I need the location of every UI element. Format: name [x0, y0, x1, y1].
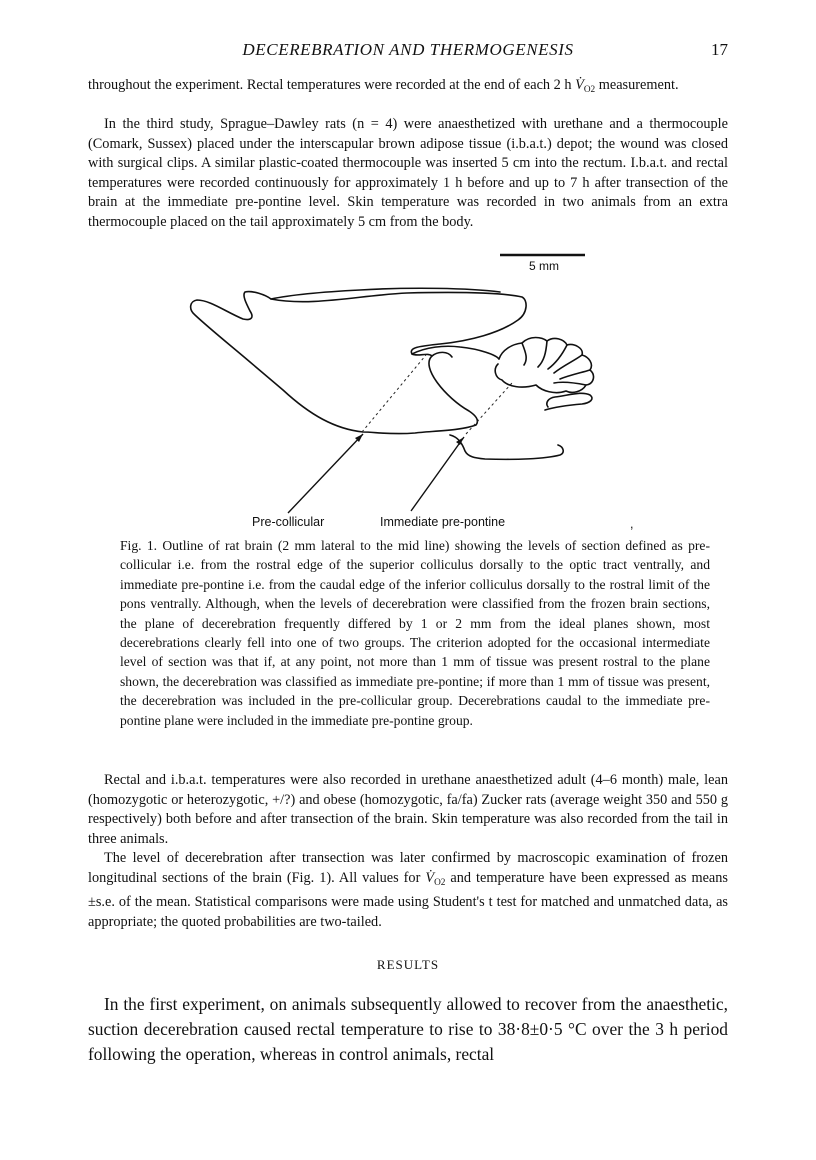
medulla-outline — [545, 393, 592, 410]
paragraph-decerebration-text: The level of decerebration after transection was later confirmed by macroscopic examination of frozen longitudinal sections of the brain (Fig. 1). All values for — [88, 850, 728, 886]
rat-brain-outline — [150, 245, 650, 535]
pre-pontine-plane — [466, 383, 512, 434]
paragraph-continuation — [88, 76, 728, 100]
paragraph-decerebration-level — [88, 849, 728, 932]
paragraph-zucker-rats: Rectal and i.b.a.t. temperatures were also recorded in urethane anaesthetized adult (4–6 month) male, lean (homozygotic or heterozygotic, +/?) and obese (homozygotic, fa/fa) Zucker rats (average weight 350 and 550 g respectively) both before and after transection of the brain. Skin temperature was also recorded from the tail in three animals. — [88, 772, 728, 847]
results-paragraph: In the first experiment, on animals subsequently allowed to recover from the anaesthetic, suction decerebration caused rectal temperature to rise to 38·8±0·5 °C over the 3 h period following the operation, whereas in control animals, rectal — [88, 994, 728, 1064]
vo2-subscript: O2 — [583, 84, 596, 95]
paragraph-third-study: In the third study, Sprague–Dawley rats (n = 4) were anaesthetized with urethane and a thermocouple (Comark, Sussex) placed under the interscapular brown adipose tissue (i.b.a.t.) depot; the wound was closed with surgical clips. A similar plastic-coated thermocouple was inserted 5 cm into the rectum. I.b.a.t. and rectal temperatures were recorded continuously for approximately 1 h before and up to 7 h after transection of the brain at the immediate pre-pontine level. Skin temperature was recorded in two animals from an extra thermocouple placed on the tail approximately 5 cm from the body. — [88, 116, 728, 230]
pre-collicular-arrow — [288, 434, 363, 513]
stray-mark: , — [630, 517, 634, 531]
paragraph-decerebration-end: and temperature have been expressed as means ±s.e. of the mean. Statistical comparisons were made using Student's t test for matched and unmatched data, as appropriate; the quoted probabilities are two-tailed. — [88, 869, 728, 930]
pontine-ventral-outline — [450, 435, 563, 459]
cerebral-cortex-outline — [271, 288, 500, 299]
pre-pontine-arrow — [411, 437, 464, 511]
brain-outer-outline — [191, 292, 526, 434]
label-immediate-pre-pontine: Immediate pre-pontine — [380, 515, 506, 529]
collicular-notch — [432, 352, 452, 357]
figure-1 — [150, 245, 650, 535]
paragraph-continuation-end: measurement. — [595, 77, 679, 93]
paragraph-continuation-text: throughout the experiment. Rectal temperatures were recorded at the end of each 2 h — [88, 77, 576, 93]
vo2-subscript-2: O2 — [434, 877, 446, 888]
label-pre-collicular: Pre-collicular — [252, 515, 325, 529]
page-number: 17 — [711, 40, 728, 59]
tectum-outline — [412, 346, 499, 359]
vo2-symbol-2: V̇ — [425, 869, 435, 886]
scale-bar-label: 5 mm — [529, 259, 559, 273]
results-heading: RESULTS — [376, 957, 440, 972]
running-head — [88, 40, 728, 62]
figure-caption: Fig. 1. Outline of rat brain (2 mm lateral to the mid line) showing the levels of section defined as pre-collicular i.e. from the rostral edge of the superior colliculus dorsally to the optic tract ventrally, and immediate pre-pontine i.e. from the caudal edge of the inferior colliculus dorsally to the rostral limit of the pons ventrally. Although, when the levels of decerebration were classified from the frozen brain sections, the plane of decerebration frequently differed by 1 or 2 mm from the ideal planes shown, most decerebrations clearly fell into one of two groups. The criterion adopted for the occasional intermediate level of section was that if, at any point, not more than 1 mm of tissue was present rostral to the plane shown, the decerebration was classified as immediate pre-pontine; if more than 1 mm of tissue was present, the decerebration was included in the pre-collicular group. Decerebrations caudal to the immediate pre-pontine plane were included in the immediate pre-pontine group. — [120, 538, 710, 728]
pre-collicular-plane — [362, 355, 426, 432]
vo2-symbol: V̇ — [575, 77, 584, 93]
running-title: DECEREBRATION AND THERMOGENESIS — [242, 40, 574, 59]
